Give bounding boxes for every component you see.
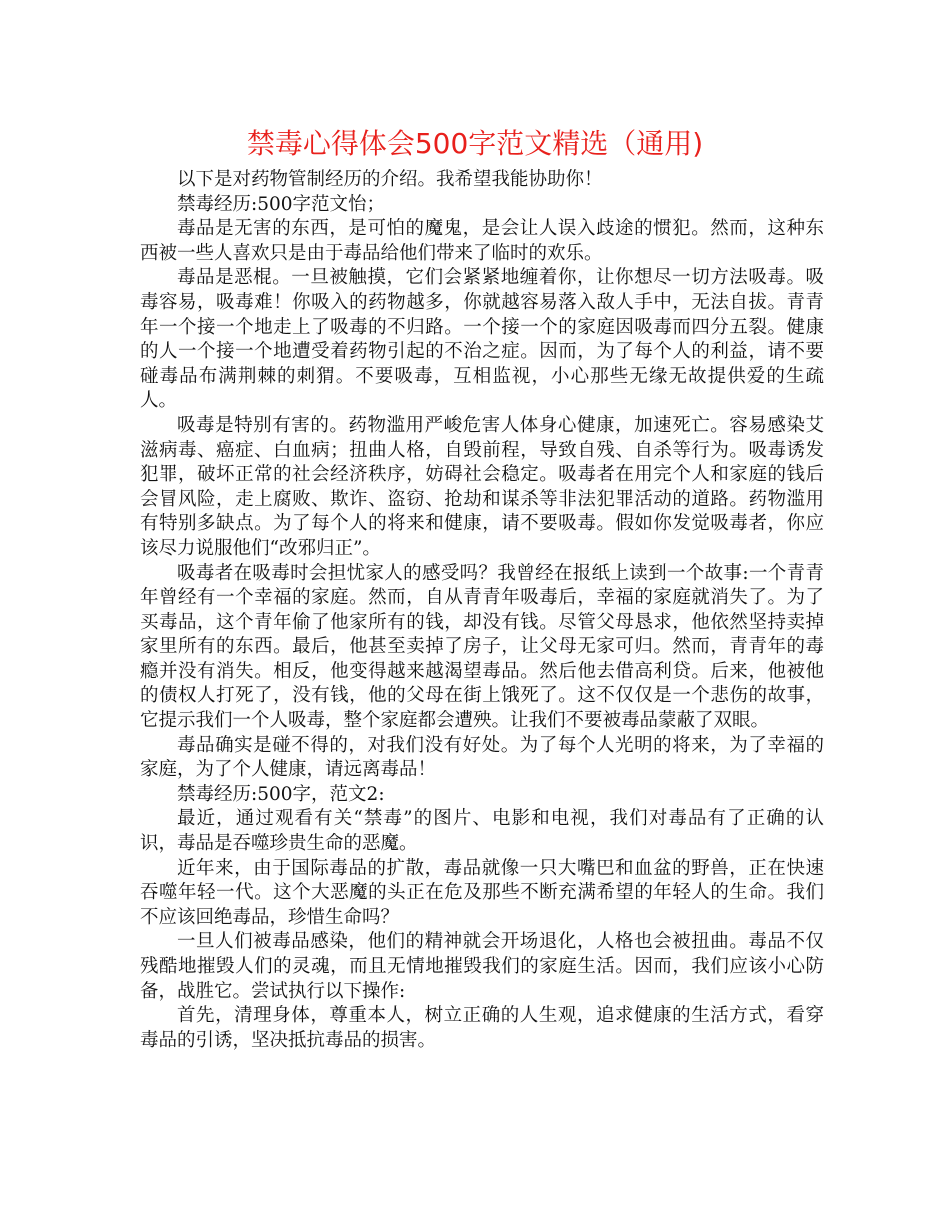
paragraph: 吸毒者在吸毒时会担忧家人的感受吗？我曾经在报纸上读到一个故事:一个青青年曾经有一个幸福的家庭。然而，自从青青年吸毒后，幸福的家庭就消失了。为了买毒品，这个青年偷了他家所有的钱，却没有钱。尽管父母恳求，他依然坚持卖掉家里所有的东西。最后，他甚至卖掉了房子，让父母无家可归。然而，青青年的毒瘾并没有消失。相反，他变得越来越渴望毒品。然后他去借高利贷。后来，他被他的债权人打死了，没有钱，他的父母在街上饿死了。这不仅仅是一个悲伤的故事，它提示我们一个人吸毒，整个家庭都会遭殃。让我们不要被毒品蒙蔽了双眼。: [140, 562, 824, 732]
paragraph: 毒品确实是碰不得的，对我们没有好处。为了每个人光明的将来，为了幸福的家庭，为了个人健康，请远离毒品！: [140, 734, 824, 781]
paragraph: 吸毒是特别有害的。药物滥用严峻危害人体身心健康，加速死亡。容易感染艾滋病毒、癌症、白血病；扭曲人格，自毁前程，导致自残、自杀等行为。吸毒诱发犯罪，破坏正常的社会经济秩序，妨碍社会稳定。吸毒者在用完个人和家庭的钱后会冒风险，走上腐败、欺诈、盗窃、抢劫和谋杀等非法犯罪活动的道路。药物滥用有特别多缺点。为了每个人的将来和健康，请不要吸毒。假如你发觉吸毒者，你应该尽力说服他们“改邪归正”。: [140, 414, 824, 559]
paragraph: 近年来，由于国际毒品的扩散，毒品就像一只大嘴巴和血盆的野兽，正在快速吞噬年轻一代。这个大恶魔的头正在危及那些不断充满希望的年轻人的生命。我们不应该回绝毒品，珍惜生命吗？: [140, 857, 824, 928]
paragraph-essay-2-heading: 禁毒经历:500字，范文2:: [177, 783, 385, 805]
paragraph-essay-1-heading: 禁毒经历:500字范文怡；: [177, 193, 386, 215]
paragraph: 毒品是无害的东西，是可怕的魔鬼，是会让人误入歧途的惯犯。然而，这种东西被一些人喜欢只是由于毒品给他们带来了临时的欢乐。: [140, 218, 824, 264]
document-body: [140, 168, 824, 1053]
paragraph: 毒品是恶棍。一旦被触摸，它们会紧紧地缠着你，让你想尽一切方法吸毒。吸毒容易，吸毒难！你吸入的药物越多，你就越容易落入敌人手中，无法自拔。青青年一个接一个地走上了吸毒的不归路。一个接一个的家庭因吸毒而四分五裂。健康的人一个接一个地遭受着药物引起的不治之症。因而，为了每个人的利益，请不要碰毒品布满荆棘的刺猬。不要吸毒，互相监视，小心那些无缘无故提供爱的生疏人。: [140, 267, 824, 412]
paragraph: 最近，通过观看有关“禁毒”的图片、电影和电视，我们对毒品有了正确的认识，毒品是吞噬珍贵生命的恶魔。: [140, 808, 824, 855]
paragraph: 首先，清理身体，尊重本人，树立正确的人生观，追求健康的生活方式，看穿毒品的引诱，坚决抵抗毒品的损害。: [140, 1005, 824, 1051]
paragraph-intro: 以下是对药物管制经历的介绍。我希望我能协助你！: [177, 169, 603, 190]
paragraph: 一旦人们被毒品感染，他们的精神就会开场退化，人格也会被扭曲。毒品不仅残酷地摧毁人们的灵魂，而且无情地摧毁我们的家庭生活。因而，我们应该小心防备，战胜它。尝试执行以下操作:: [140, 931, 824, 1002]
document-title: 禁毒心得体会500字范文精选（通用): [246, 127, 704, 160]
